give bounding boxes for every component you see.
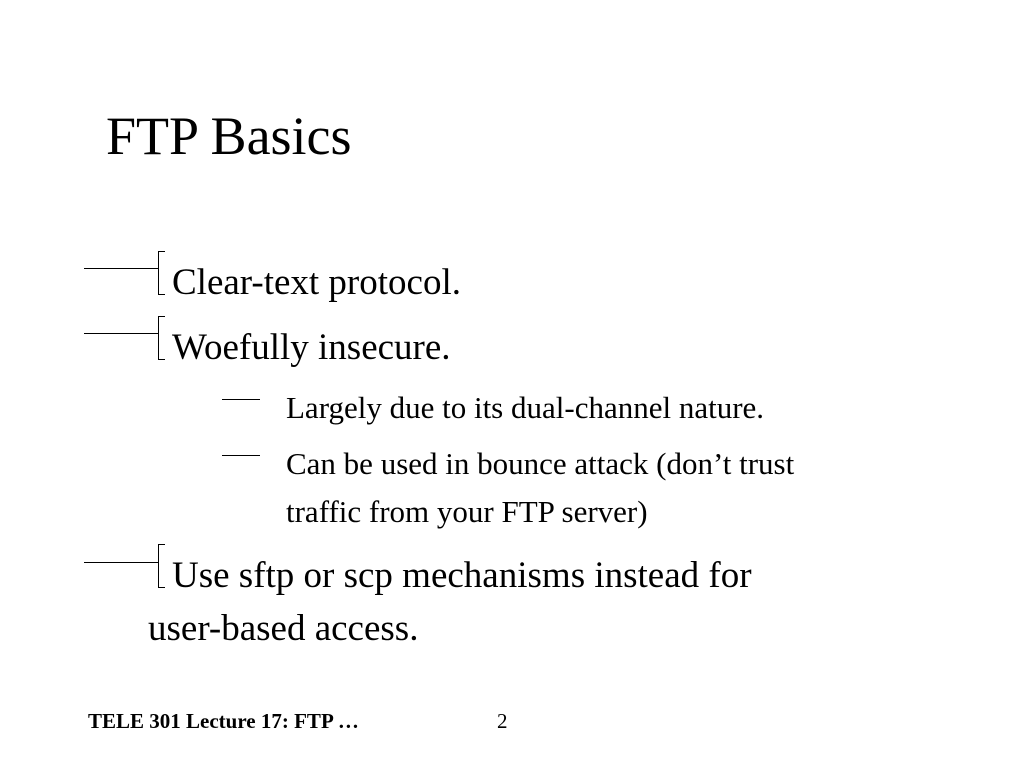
bullet-marker-bracket <box>158 544 165 588</box>
sub-bullet-marker-line <box>222 455 260 456</box>
bullet-text: Clear-text protocol. <box>172 262 461 303</box>
slide-title: FTP Basics <box>106 106 352 166</box>
bullet-line: Use sftp or scp mechanisms instead for <box>172 555 752 596</box>
footer-lecture-title: TELE 301 Lecture 17: FTP … <box>88 709 359 733</box>
bullet-marker-bracket <box>158 251 165 295</box>
bullet-marker-line <box>84 333 158 334</box>
bullet-line: user-based access. <box>148 608 419 649</box>
sub-bullet-item: Largely due to its dual-channel nature. <box>286 390 765 425</box>
bullet-marker-line <box>84 268 158 269</box>
footer-page-number: 2 <box>497 709 508 733</box>
bullet-text: Woefully insecure. <box>172 327 451 368</box>
bullet-marker-bracket <box>158 316 165 360</box>
sub-bullet-line: Can be used in bounce attack (don’t trust <box>286 446 795 481</box>
sub-bullet-marker-line <box>222 399 260 400</box>
bullet-marker-line <box>84 562 158 563</box>
sub-bullet-line: traffic from your FTP server) <box>286 494 648 529</box>
